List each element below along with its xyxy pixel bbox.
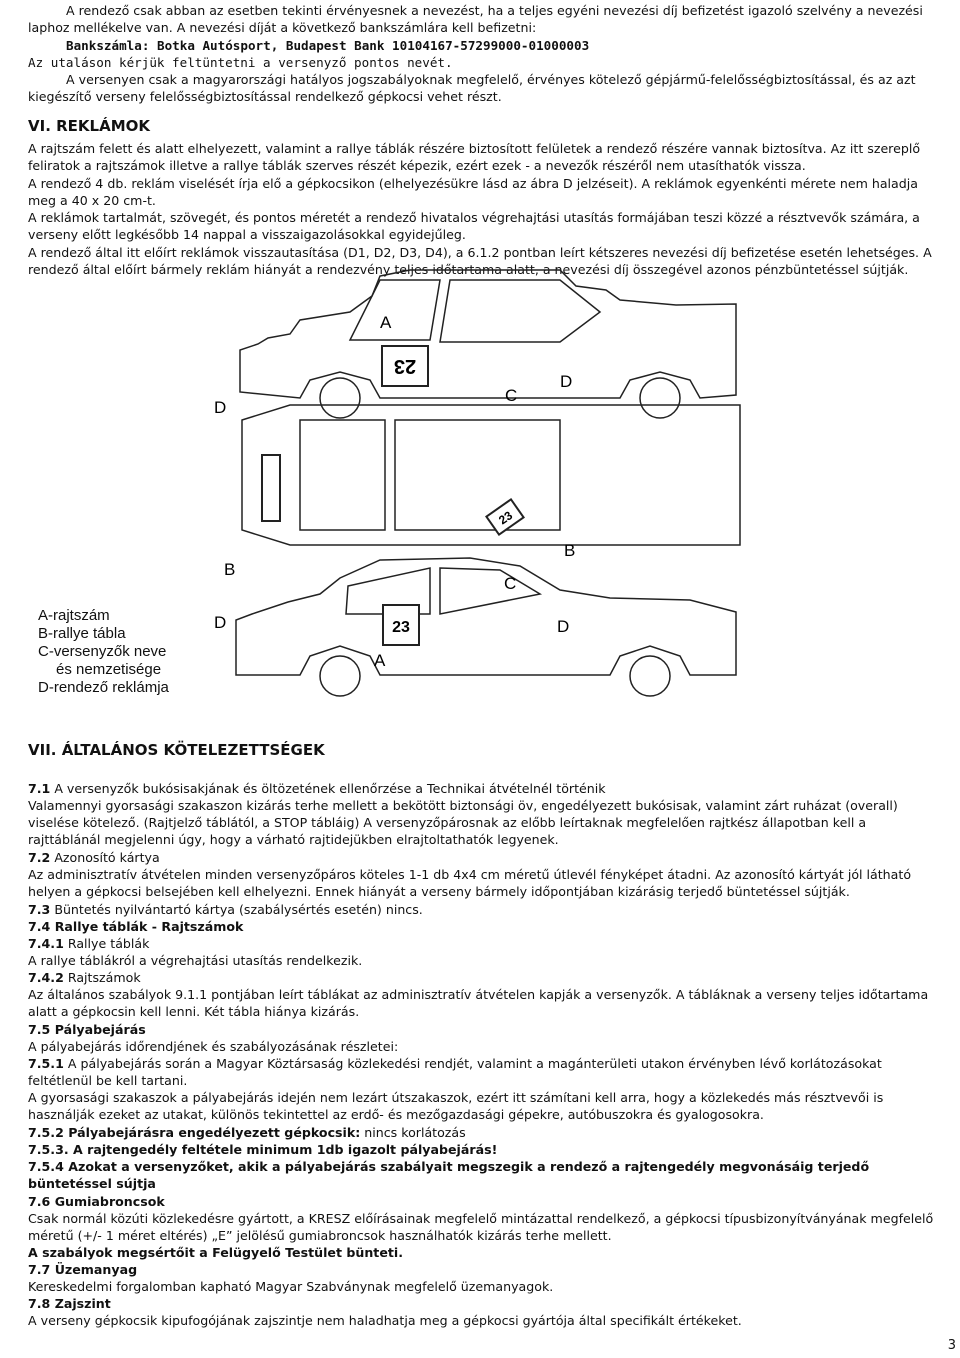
label-c-top: C: [505, 386, 518, 405]
reklam-paragraph-2: A rendező 4 db. reklám viselését írja elő a gépkocsikon (elhelyezésükre lásd az ábra D jelzéseit). A reklámok egyenkénti mérete nem haladja meg a 40 x 20 cm-t.: [28, 176, 918, 209]
transfer-note: Az utaláson kérjük feltüntetni a versenyző pontos nevét.: [28, 55, 453, 70]
intro-paragraph: A rendező csak abban az esetben tekinti érvényesnek a nevezést, ha a teljes egyéni nevezési díj befizetést igazoló szelvény a nevezési laphoz mellékelve van. A nevezési díját a következő bankszámlára kell befizetni:: [28, 3, 923, 36]
section-title-altalanos: VII. ÁLTALÁNOS KÖTELEZETTSÉGEK: [28, 741, 325, 759]
label-b-right: B: [564, 541, 576, 560]
reklam-paragraph-4-end: ), a 6.1.2 pontban leírt kétszeres nevezési díj befizetése esetén lehetséges. A rendező által előírt bármely reklám hiányát a rendezvény teljes időtartama alatt, a nevezési díj összegével azonos pénzbüntetéssel sújtják.: [28, 245, 932, 278]
s78-heading: 7.8 Zajszint: [28, 1296, 111, 1311]
label-a-bottom: A: [374, 651, 386, 670]
label-d-top-right: D: [560, 372, 573, 391]
label-d-bottom-right: D: [557, 617, 570, 636]
label-a-top: A: [380, 313, 392, 332]
s753: 7.5.3. A rajtengedély feltétele minimum 1db igazolt pályabejárás!: [28, 1142, 498, 1157]
reklam-paragraph-1: A rajtszám felett és alatt elhelyezett, valamint a rallye táblák részére biztosított felületek a rendező részére vannak biztosítva. Az itt szereplő feliratok a rajtszámok illetve a rallye táblák szerves részét képezik, ezért ezek - a nevezők részéről nem utasíthatók vissza.: [28, 141, 921, 174]
label-d-top-left: D: [214, 398, 227, 417]
s75-heading: 7.5 Pályabejárás: [28, 1022, 146, 1037]
s751-body2: A gyorsasági szakaszok a pályabejárás idején nem lezárt útszakaszok, ezért itt számítani kell arra, hogy a közlekedés más résztvevői is használják ezeket az utakat, különös tekintettel az erdő- és mezőgazdasági gépekre, autóbuszokra és gyalogosokra.: [28, 1090, 884, 1123]
s73-heading: 7.3 Büntetés nyilvántartó kártya (szabálysértés esetén) nincs.: [28, 902, 423, 917]
car-side-bottom: [236, 558, 736, 675]
s76-body: Csak normál közúti közlekedésre gyártott, a KRESZ előírásainak megfelelő mintázattal rendelkező, a gépkocsi típusbizonyítványának megfelelő méretű (+/- 1 méret eltérés) „E” jelölésű gumiabroncsok használhatók kizárás terhe mellett.: [28, 1211, 934, 1244]
insurance-paragraph: A versenyen csak a magyarországi hatályos jogszabályoknak megfelelő, érvényes kötelező gépjármű-felelősségbiztosítással, és az azt kiegészítő verseny felelősségbiztosítással rendelkező gépkocsi vehet részt.: [28, 72, 916, 105]
rajtszam-bonnet: 23: [496, 508, 516, 528]
s751: 7.5.1 A pályabejárás során a Magyar Köztársaság közlekedési rendjét, valamint a magánterületi utakon érvényben lévő korlátozásokat feltétlenül be kell tartani.: [28, 1056, 882, 1089]
s741-body: A rallye táblákról a végrehajtási utasítás rendelkezik.: [28, 953, 363, 968]
legend-c: C-versenyzők neve: [38, 643, 167, 660]
s75-body: A pályabejárás időrendjének és szabályozásának részletei:: [28, 1039, 399, 1054]
label-b-left: B: [224, 560, 236, 579]
s77-heading: 7.7 Üzemanyag: [28, 1262, 138, 1277]
section-title-reklamok: VI. REKLÁMOK: [28, 117, 150, 135]
rajtszam-bottom: 23: [392, 619, 410, 636]
rajtszam-top: 23: [393, 355, 417, 377]
legend-b: B-rallye tábla: [38, 625, 126, 642]
s71-heading: 7.1 A versenyzők bukósisakjának és öltözetének ellenőrzése a Technikai átvételnél történik: [28, 781, 606, 796]
reklam-paragraph-4-start: A rendező által itt előírt reklámok visszautasítása (D: [28, 245, 358, 260]
legend-d: D-rendező reklámja: [38, 679, 169, 696]
diagram-legend: [38, 607, 169, 697]
s76-bold: A szabályok megsértőit a Felügyelő Testület bünteti.: [28, 1245, 403, 1260]
page-number: 3: [947, 1338, 956, 1353]
legend-a: A-rajtszám: [38, 607, 110, 624]
s741-heading: 7.4.1 Rallye táblák: [28, 936, 150, 951]
s74-heading: 7.4 Rallye táblák - Rajtszámok: [28, 919, 244, 934]
label-d-bottom-left: D: [214, 613, 227, 632]
reklam-paragraph-4: A rendező által itt előírt reklámok visszautasítása (D1, D2, D3, D4), a 6.1.2 pontban leírt kétszeres nevezési díj befizetése esetén lehetséges. A rendező által előírt bármely reklám hiányát a rendezvény teljes időtartama alatt, a nevezési díj összegével azonos pénzbüntetéssel sújtják.: [28, 245, 932, 278]
s78-body: A verseny gépkocsik kipufogójának zajszintje nem haladhatja meg a gépkocsi gyártója által specifikált értékeket.: [28, 1313, 742, 1328]
s72-body: Az adminisztratív átvételen minden versenyzőpáros köteles 1-1 db 4x4 cm méretű útlevél fényképet átadni. Az azonosító kártyát jól látható helyen a gépkocsi belsejében kell elhelyezni. Ennek hiányát a verseny bármely időpontjában kizárásig terjedő büntetéssel sújtják.: [28, 867, 912, 900]
label-c-bottom: C: [504, 574, 517, 593]
reklam-paragraph-3: A reklámok tartalmát, szövegét, és pontos méretét a rendező hivatalos végrehajtási utasítás formájában teszi közzé a résztvevők számára, a verseny előtt legkésőbb 14 nappal a visszaigazolásokkal egyidejűleg.: [28, 210, 920, 243]
s742-body: Az általános szabályok 9.1.1 pontjában leírt táblákat az adminisztratív átvételen kapják a versenyzők. A tábláknak a verseny teljes időtartama alatt a gépkocsin kell lenni. Két tábla hiánya kizárás.: [28, 987, 929, 1020]
s752: 7.5.2 Pályabejárásra engedélyezett gépkocsik: nincs korlátozás: [28, 1125, 466, 1140]
s76-heading: 7.6 Gumiabroncsok: [28, 1194, 165, 1209]
s742-heading: 7.4.2 Rajtszámok: [28, 970, 141, 985]
s754: 7.5.4 Azokat a versenyzőket, akik a pályabejárás szabályait megszegik a rendező a rajtengedély megvonásáig terjedő büntetéssel sújtja: [28, 1159, 870, 1192]
legend-c2: és nemzetisége: [56, 661, 162, 678]
s72-heading: 7.2 Azonosító kártya: [28, 850, 160, 865]
s77-body: Kereskedelmi forgalomban kapható Magyar Szabványnak megfelelő üzemanyagok.: [28, 1279, 554, 1294]
bank-account: Bankszámla: Botka Autósport, Budapest Bank 10104167-57299000-01000003: [66, 38, 590, 53]
s71-body: Valamennyi gyorsasági szakaszon kizárás terhe mellett a bekötött biztonsági öv, engedélyezett bukósisak, valamint zárt ruházat (overall) viselése kötelező. (Rajtjelző táblától, a STOP tábláig) A versenyzőpárosnak az előbb leírtaknak megfelelően rajtkész állapotban kell a rajttáblánál megjelenni úgy, hogy a várható rajtidejükben elrajtoltathatók legyenek.: [28, 798, 898, 848]
